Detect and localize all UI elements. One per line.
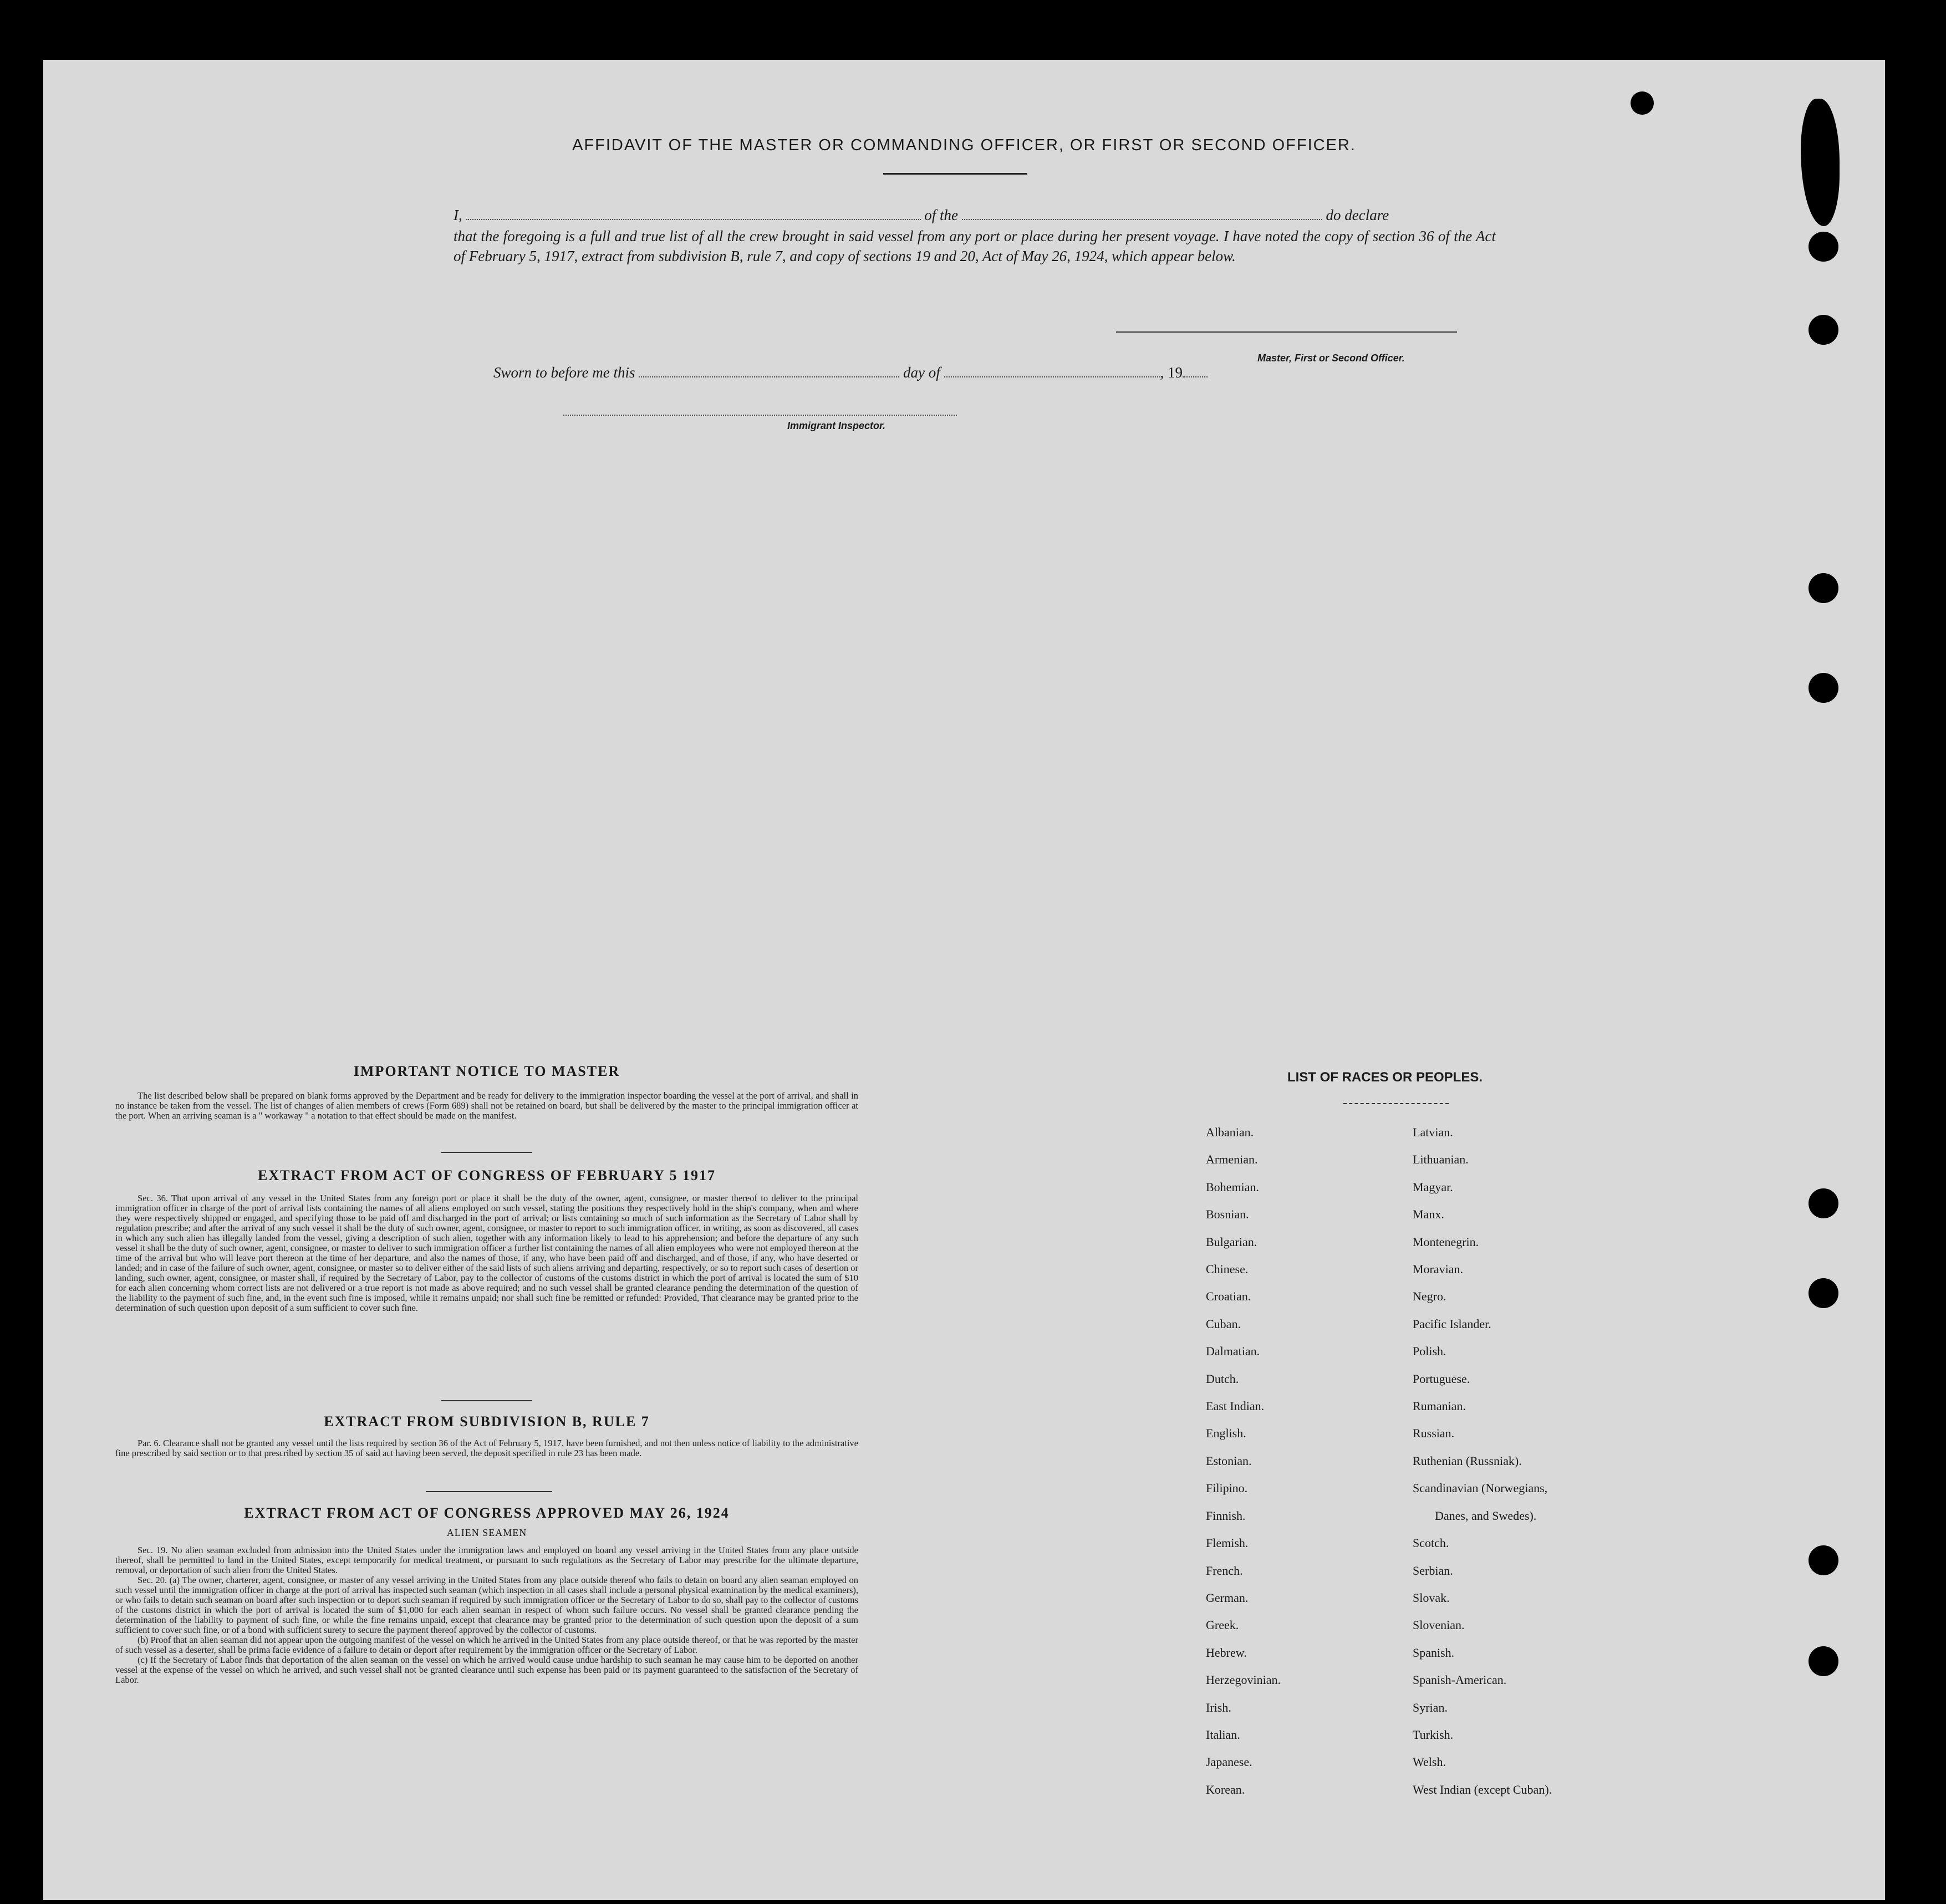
sworn-year-blank[interactable] bbox=[1183, 376, 1208, 377]
race-item: Spanish. bbox=[1413, 1645, 1455, 1660]
race-item: Syrian. bbox=[1413, 1700, 1448, 1714]
extract1-title: EXTRACT FROM ACT OF CONGRESS OF FEBRUARY 5 1917 bbox=[258, 1167, 716, 1183]
decl-do-declare: do declare bbox=[1326, 207, 1389, 223]
sworn-day-of: day of bbox=[903, 364, 940, 381]
race-item: Negro. bbox=[1413, 1289, 1446, 1304]
race-item: Latvian. bbox=[1413, 1125, 1453, 1139]
section-divider bbox=[441, 1400, 532, 1401]
notice-title: IMPORTANT NOTICE TO MASTER bbox=[353, 1063, 620, 1079]
race-item: Finnish. bbox=[1206, 1508, 1246, 1523]
race-item: English. bbox=[1206, 1426, 1246, 1441]
section-divider bbox=[426, 1491, 552, 1492]
race-item: Albanian. bbox=[1206, 1125, 1254, 1139]
inspector-label: Immigrant Inspector. bbox=[787, 420, 886, 431]
extract2-paragraph: Par. 6. Clearance shall not be granted any vessel until the lists required by section 36 of the Act of February 5, 1917, have been furnished, and not then unless notice of liability to the administrative fine prescribed by said section or to that prescribed by section 35 of said act having been served, the deposit specified in rule 23 has been made. bbox=[115, 1438, 858, 1458]
race-item: Magyar. bbox=[1413, 1180, 1453, 1194]
race-item: Slovak. bbox=[1413, 1590, 1450, 1605]
extract3-paragraph-4: (c) If the Secretary of Labor finds that deportation of the alien seaman on the vessel on which he arrived would cause undue hardship to such seaman he may cause him to be deported on another vessel at the expense of the vessel on which he arrived, and such vessel shall not be granted clearance until such expense has been paid or its payment guaranteed to the satisfaction of the Secretary of Labor. bbox=[115, 1655, 858, 1685]
race-item: Turkish. bbox=[1413, 1727, 1454, 1742]
race-item: Italian. bbox=[1206, 1727, 1240, 1742]
race-item: Dalmatian. bbox=[1206, 1344, 1260, 1359]
extract3-title: EXTRACT FROM ACT OF CONGRESS APPROVED MAY 26, 1924 bbox=[244, 1505, 730, 1521]
sworn-month-blank[interactable] bbox=[944, 376, 1160, 377]
sworn-day-blank[interactable] bbox=[639, 376, 899, 377]
race-item: Dutch. bbox=[1206, 1371, 1239, 1386]
race-item: Armenian. bbox=[1206, 1152, 1258, 1167]
race-item: Pacific Islander. bbox=[1413, 1316, 1491, 1331]
race-item: Bosnian. bbox=[1206, 1207, 1249, 1222]
sworn-prefix: Sworn to before me this bbox=[493, 364, 635, 381]
decl-of-the: of the bbox=[924, 207, 958, 223]
race-item: French. bbox=[1206, 1563, 1243, 1578]
race-item: Polish. bbox=[1413, 1344, 1446, 1359]
race-item: Japanese. bbox=[1206, 1755, 1252, 1769]
race-item: Welsh. bbox=[1413, 1755, 1446, 1769]
race-item: Scotch. bbox=[1413, 1536, 1449, 1550]
punch-hole bbox=[1809, 1188, 1838, 1218]
race-item: Rumanian. bbox=[1413, 1399, 1466, 1413]
race-item: Serbian. bbox=[1413, 1563, 1453, 1578]
sworn-line: Sworn to before me this day of , 19 bbox=[493, 363, 1270, 382]
punch-hole bbox=[1809, 1278, 1838, 1308]
race-item: Korean. bbox=[1206, 1782, 1245, 1796]
race-item: East Indian. bbox=[1206, 1399, 1265, 1413]
extract3-paragraph-3: (b) Proof that an alien seaman did not appear upon the outgoing manifest of the vessel on which he arrived in the United States from any place outside thereof, or that he was reported by the master of such vessel as a deserter, shall be prima facie evidence of a failure to detain or deport after requirement by the immigration officer or the Secretary of Labor. bbox=[115, 1635, 858, 1655]
race-item: Estonian. bbox=[1206, 1453, 1252, 1468]
races-divider bbox=[1343, 1103, 1449, 1104]
race-item: Cuban. bbox=[1206, 1316, 1241, 1331]
ink-spot bbox=[1631, 91, 1654, 115]
race-item: Portuguese. bbox=[1413, 1371, 1470, 1386]
extract3-paragraph-2: Sec. 20. (a) The owner, charterer, agent, consignee, or master of any vessel arriving in the United States from any place outside thereof who fails to detain on board any alien seaman employed on such vessel until the immigration officer in charge at the port of arrival has inspected such seaman (which inspection in all cases shall include a personal physical examination by the medical examiners), or who fails to detain such seaman on board after such inspection or to deport such seaman if required by such immigration officer or the Secretary of Labor to do so, shall pay to the collector of customs of the customs district in which the port of arrival is located the sum of $1,000 for each alien seaman in respect of whom such failure occurs. No vessel shall be granted clearance pending the determination of the liability to payment of such fine, or while the fine remains unpaid, except that clearance may be granted prior to the determination of such question upon the deposit of a sum sufficient to cover such fine, or of a bond with sufficient surety to secure the payment thereof approved by the collector of customs. bbox=[115, 1575, 858, 1635]
race-item: Lithuanian. bbox=[1413, 1152, 1469, 1167]
declaration-text: that the foregoing is a full and true list of all the crew brought in said vessel from any port or place during her present voyage. I have noted the copy of section 36 of the Act of February 5, 1917, extract from subdivision B, rule 7, and copy of sections 19 and 20, Act of May 26, 1924, which appear below. bbox=[454, 228, 1496, 264]
title-underline bbox=[883, 173, 1027, 175]
race-item: German. bbox=[1206, 1590, 1249, 1605]
race-item: Spanish-American. bbox=[1413, 1673, 1507, 1687]
race-item: Chinese. bbox=[1206, 1262, 1249, 1277]
punch-hole bbox=[1809, 1545, 1838, 1575]
affidavit-title: AFFIDAVIT OF THE MASTER OR COMMANDING OFFICER, OR FIRST OR SECOND OFFICER. bbox=[572, 136, 1356, 154]
race-item: Slovenian. bbox=[1413, 1618, 1465, 1632]
name-blank[interactable] bbox=[466, 218, 921, 220]
extract3-text bbox=[115, 1545, 858, 1685]
extract3-paragraph-1: Sec. 19. No alien seaman excluded from admission into the United States under the immigration laws and employed on board any vessel arriving in the United States from any place outside thereof, shall be permitted to land in the United States, except temporarily for medical treatment, or pursuant to such regulations as the Secretary of Labor may prescribe for the ultimate departure, removal, or deportation of such alien from the United States. bbox=[115, 1545, 858, 1575]
races-left-column bbox=[1206, 1119, 1281, 1803]
race-item: Moravian. bbox=[1413, 1262, 1464, 1277]
sworn-year: 19 bbox=[1168, 364, 1183, 381]
torn-corner bbox=[1801, 99, 1840, 226]
race-item: Filipino. bbox=[1206, 1481, 1248, 1495]
punch-hole bbox=[1809, 232, 1838, 262]
race-item: Croatian. bbox=[1206, 1289, 1251, 1304]
race-item: Scandinavian (Norwegians, bbox=[1413, 1481, 1548, 1495]
vessel-blank[interactable] bbox=[962, 218, 1322, 220]
master-label: Master, First or Second Officer. bbox=[1257, 353, 1405, 364]
extract3-subtitle: ALIEN SEAMEN bbox=[446, 1527, 527, 1538]
race-item: Greek. bbox=[1206, 1618, 1239, 1632]
notice-paragraph: The list described below shall be prepared on blank forms approved by the Department and be ready for delivery to the immigration inspector boarding the vessel at the port of arrival, and shall in no instance be taken from the vessel. The list of changes of alien members of crews (Form 689) shall not be retained on board, but shall be delivered by the master to the principal immigration officer at the port. When an arriving seaman is a " workaway " a notation to that effect should be made on the manifest. bbox=[115, 1090, 858, 1121]
punch-hole bbox=[1809, 673, 1838, 703]
race-item: West Indian (except Cuban). bbox=[1413, 1782, 1552, 1796]
race-item: Danes, and Swedes). bbox=[1435, 1508, 1537, 1523]
race-item: Montenegrin. bbox=[1413, 1234, 1479, 1249]
races-title: LIST OF RACES OR PEOPLES. bbox=[1287, 1070, 1483, 1085]
race-item: Bulgarian. bbox=[1206, 1234, 1257, 1249]
race-item: Ruthenian (Russniak). bbox=[1413, 1453, 1522, 1468]
extract2-title: EXTRACT FROM SUBDIVISION B, RULE 7 bbox=[324, 1413, 650, 1430]
extract1-text bbox=[115, 1193, 858, 1313]
race-item: Flemish. bbox=[1206, 1536, 1249, 1550]
races-right-column bbox=[1413, 1119, 1552, 1803]
race-item: Irish. bbox=[1206, 1700, 1231, 1714]
punch-hole bbox=[1809, 573, 1838, 603]
race-item: Bohemian. bbox=[1206, 1180, 1259, 1194]
race-item: Herzegovinian. bbox=[1206, 1673, 1281, 1687]
extract2-text bbox=[115, 1438, 858, 1458]
notice-text bbox=[115, 1091, 858, 1121]
race-item: Russian. bbox=[1413, 1426, 1455, 1441]
punch-hole bbox=[1809, 1646, 1838, 1676]
document-page bbox=[43, 60, 1885, 1900]
section-divider bbox=[441, 1152, 532, 1153]
extract1-paragraph: Sec. 36. That upon arrival of any vessel in the United States from any foreign port or place it shall be the duty of the owner, agent, consignee, or master thereof to deliver to the principal immigration officer in charge of the port of arrival lists containing the names of all aliens employed on such vessel, stating the positions they respectively hold in the ship's company, when and where they were respectively shipped or engaged, and specifying those to be paid off and discharged in the port of arrival; or lists containing so much of such information as the Secretary of Labor shall by regulation prescribe; and after the arrival of any such vessel it shall be the duty of such owner, agent, consignee, or master to report to such immigration officer, in writing, as soon as discovered, all cases in which any such alien has illegally landed from the vessel, giving a description of such alien, together with any information likely to lead to his apprehension; and before the departure of any such vessel it shall be the duty of such owner, agent, consignee, or master to deliver to such immigration officer a further list containing the names of all alien employees who were not employed thereon at the time of the arrival but who will leave port thereon at the time of her departure, and also the names of those, if any, who have been paid off and discharged, and of those, if any, who have deserted or landed; and in case of the failure of such owner, agent, consignee, or master so to deliver either of the said lists of such aliens arriving and departing, respectively, or so to report such cases of desertion or landing, such owner, agent, consignee, or master shall, if required by the Secretary of Labor, pay to the collector of customs of the customs district in which the port of arrival is located the sum of $10 for each alien concerning whom correct lists are not delivered or a true report is not made as above required; and no such vessel shall be granted clearance pending the determination of the question of the liability to the payment of such fine, and, in the event such fine is imposed, while it remains unpaid; nor shall such fine be remitted or refunded: Provided, That clearance may be granted prior to the determination of such question upon deposit of a sum sufficient to cover such fine. bbox=[115, 1193, 858, 1313]
race-item: Hebrew. bbox=[1206, 1645, 1247, 1660]
race-item: Manx. bbox=[1413, 1207, 1444, 1222]
declaration-first-line bbox=[454, 205, 1496, 225]
punch-hole bbox=[1809, 315, 1838, 345]
master-signature-line[interactable] bbox=[1116, 331, 1457, 333]
inspector-signature-line[interactable] bbox=[563, 414, 957, 416]
decl-i: I, bbox=[454, 207, 462, 223]
